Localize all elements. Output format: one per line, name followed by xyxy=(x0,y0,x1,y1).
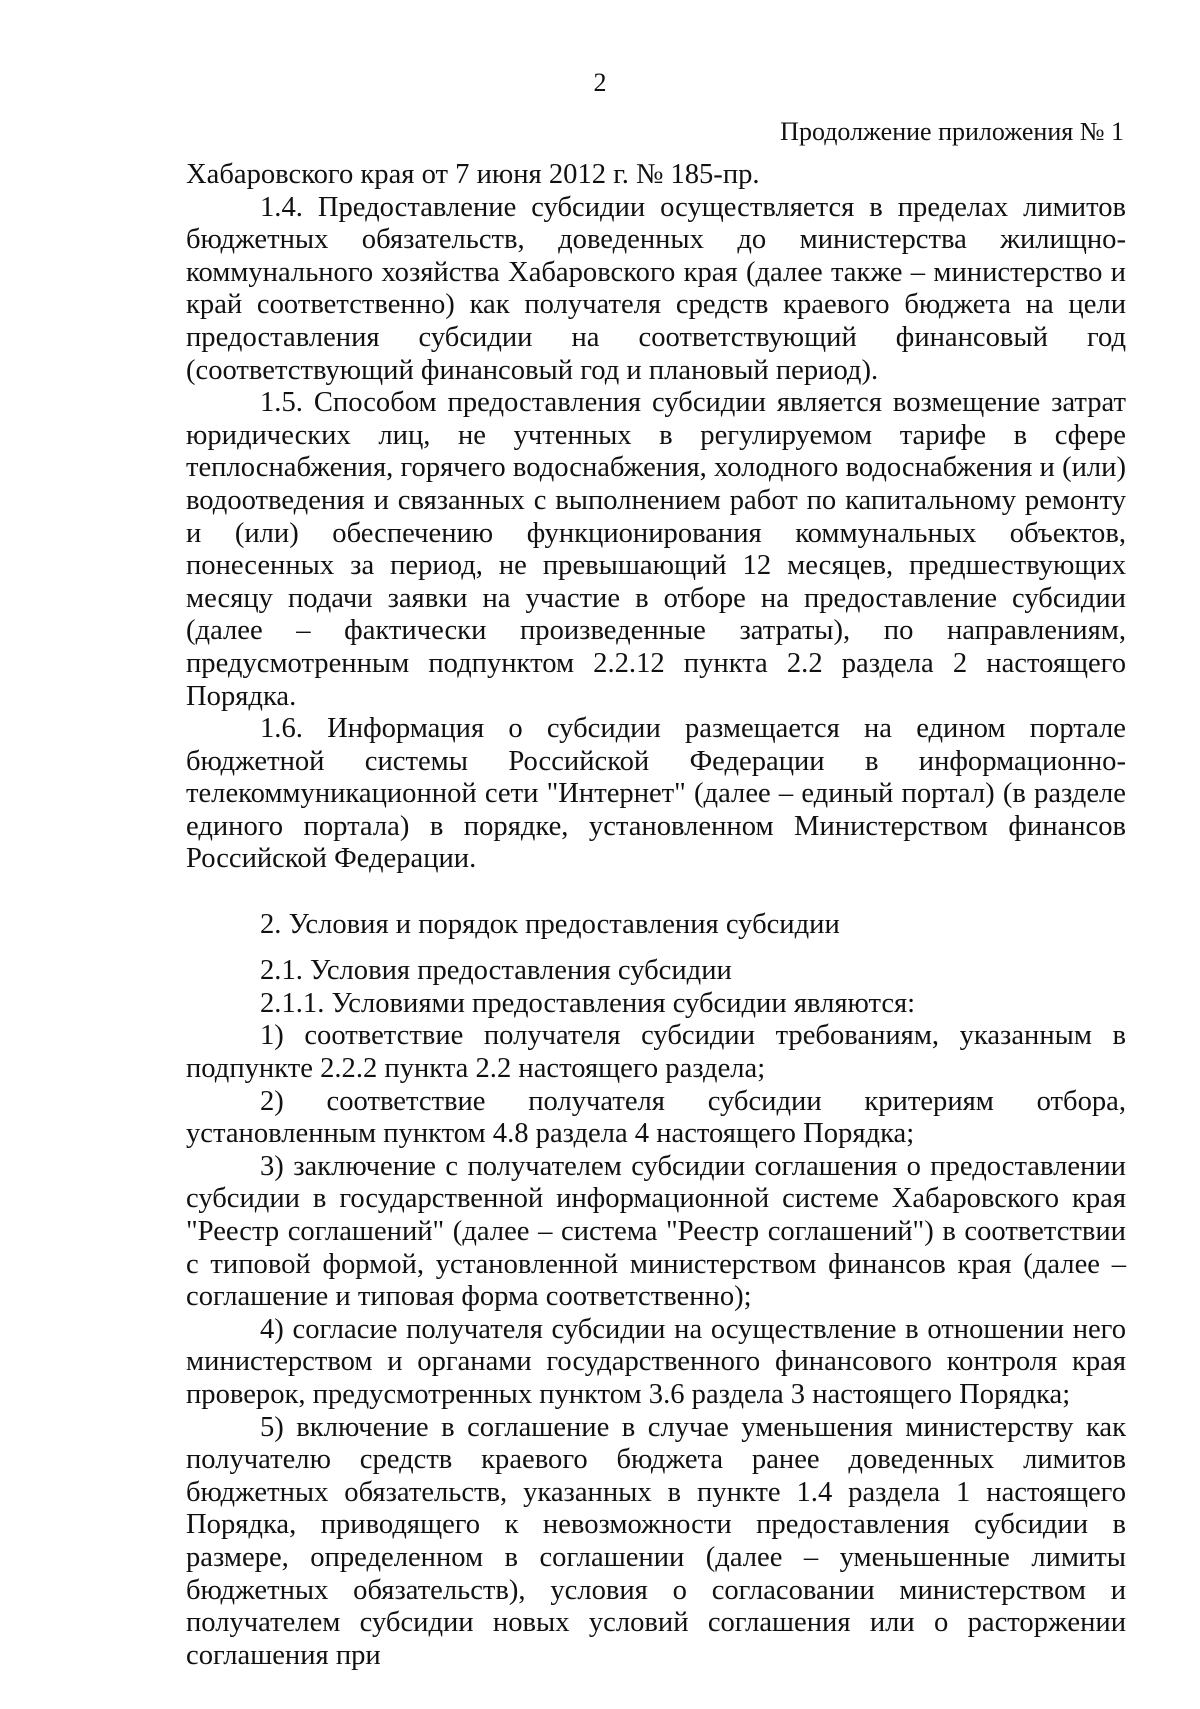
page-number: 2 xyxy=(593,68,607,97)
continuation-label: Продолжение приложения № 1 xyxy=(780,117,1124,146)
section-heading-2: 2. Условия и порядок предоставления субсидии xyxy=(260,908,840,940)
list-item-4: 4) согласие получателя субсидии на осуществление в отношении него министерством и органами государственного финансового контроля края проверок, предусмотренных пунктом 3.6 раздела 3 настоящего Порядка; xyxy=(186,1313,1126,1410)
paragraph-1-5: 1.5. Способом предоставления субсидии является возмещение затрат юридических лиц, не учтенных в регулируемом тарифе в сфере теплоснабжения, горячего водоснабжения, холодного водоснабжения и (или) водоотведения и связанных с выполнением работ по капитальному ремонту и (или) обеспечению функционирования коммунальных объектов, понесенных за период, не превышающий 12 месяцев, предшествующих месяцу подачи заявки на участие в отборе на предоставление субсидии (далее – фактически произведенные затраты), по направлениям, предусмотренным подпунктом 2.2.12 пункта 2.2 раздела 2 настоящего Порядка. xyxy=(186,387,1126,712)
paragraph-intro-continuation: Хабаровского края от 7 июня 2012 г. № 185-пр. xyxy=(186,159,760,190)
paragraph-1-4: 1.4. Предоставление субсидии осуществляется в пределах лимитов бюджетных обязательств, доведенных до министерства жилищно-коммунального хозяйства Хабаровского края (далее также – министерство и край соответственно) как получателя средств краевого бюджета на цели предоставления субсидии на соответствующий финансовый год (соответствующий финансовый год и плановый период). xyxy=(186,191,1126,386)
paragraph-2-1-1: 2.1.1. Условиями предоставления субсидии являются: xyxy=(260,987,916,1019)
paragraph-1-6: 1.6. Информация о субсидии размещается на едином портале бюджетной системы Российской Федерации в информационно-телекоммуникационной сети "Интернет" (далее – единый портал) (в разделе единого портала) в порядке, установленном Министерством финансов Российской Федерации. xyxy=(186,713,1126,875)
list-item-5: 5) включение в соглашение в случае уменьшения министерству как получателю средств краевого бюджета ранее доведенных лимитов бюджетных обязательств, указанных в пункте 1.4 раздела 1 настоящего Порядка, приводящего к невозможности предоставления субсидии в размере, определенном в соглашении (далее – уменьшенные лимиты бюджетных обязательств), условия о согласовании министерством и получателем субсидии новых условий соглашения или о расторжении соглашения при xyxy=(186,1411,1126,1671)
paragraph-2-1: 2.1. Условия предоставления субсидии xyxy=(260,955,732,987)
document-body xyxy=(186,159,1126,1672)
list-item-1: 1) соответствие получателя субсидии требованиям, указанным в подпункте 2.2.2 пункта 2.2 настоящего раздела; xyxy=(186,1020,1126,1085)
list-item-2: 2) соответствие получателя субсидии критериям отбора, установленным пунктом 4.8 раздела 4 настоящего Порядка; xyxy=(186,1085,1126,1150)
list-item-3: 3) заключение с получателем субсидии соглашения о предоставлении субсидии в государственной информационной системе Хабаровского края "Реестр соглашений" (далее – система "Реестр соглашений") в соответствии с типовой формой, установленной министерством финансов края (далее – соглашение и типовая форма соответственно); xyxy=(186,1150,1126,1313)
